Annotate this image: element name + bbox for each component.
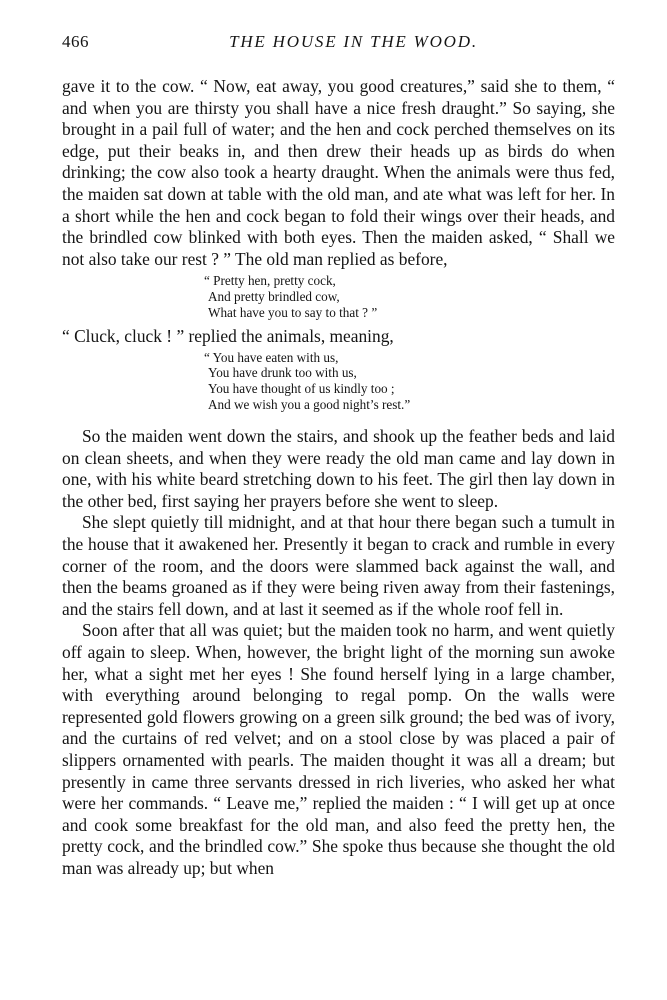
body-text bbox=[62, 76, 615, 880]
verse-line: You have drunk too with us, bbox=[208, 365, 357, 381]
verse-line: “ You have eaten with us, bbox=[204, 349, 339, 365]
verse-line: And we wish you a good night’s rest.” bbox=[208, 396, 411, 412]
verse-line: What have you to say to that ? ” bbox=[208, 304, 378, 320]
verse-question bbox=[204, 273, 615, 320]
paragraph-1: gave it to the cow. “ Now, eat away, you good creatures,” said she to them, “ and when you are thirsty you shall have a nice fresh draught.” So saying, she brought in a pail full of water; and the hen and cock perched themselves on its edge, put their beaks in, and then drew their heads up as birds do when drinking; the cow also took a hearty draught. When the animals were thus fed, the maiden sat down at table with the old man, and ate what was left for her. In a short while the hen and cock began to fold their wings over their heads, and the brindled cow blinked with both eyes. Then the maiden asked, “ Shall we not also take our rest ? ” The old man replied as before, bbox=[62, 76, 615, 269]
running-title: THE HOUSE IN THE WOOD. bbox=[229, 32, 478, 51]
paragraph-5: Soon after that all was quiet; but the maiden took no harm, and went quietly off again to sleep. When, however, the bright light of the morning sun awoke her, what a sight met her eyes ! She found herself lying in a large chamber, with everything around belonging to regal pomp. On the walls were represented gold flowers growing on a green silk ground; the bed was of ivory, and the curtains of red velvet; and on a stool close by was placed a pair of slippers ornamented with pearls. The maiden thought it was all a dream; but presently in came three servants dressed in rich liveries, who asked her what were her commands. “ Leave me,” replied the maiden : “ I will get up at once and cook some breakfast for the old man, and also feed the pretty hen, the pretty cock, and the brindled cow.” She spoke thus because she thought the old man was already up; but when bbox=[62, 620, 615, 878]
paragraph-3: So the maiden went down the stairs, and shook up the feather beds and laid on clean sheets, and when they were ready the old man came and lay down in one, with his white beard stretching down to his feet. The girl then lay down in the other bed, first saying her prayers before she went to sleep. bbox=[62, 426, 615, 511]
paragraph-2: “ Cluck, cluck ! ” replied the animals, meaning, bbox=[62, 326, 394, 347]
verse-line: You have thought of us kindly too ; bbox=[208, 380, 395, 396]
book-page bbox=[62, 32, 615, 880]
verse-line: “ Pretty hen, pretty cock, bbox=[204, 273, 336, 289]
page-number: 466 bbox=[62, 32, 89, 51]
paragraph-4: She slept quietly till midnight, and at that hour there began such a tumult in the house that it awakened her. Presently it began to crack and rumble in every corner of the room, and the doors were slammed back against the wall, and then the beams groaned as if they were being riven away from their fastenings, and the stairs fell down, and at last it seemed as if the whole roof fell in. bbox=[62, 512, 615, 619]
verse-answer bbox=[204, 350, 615, 412]
verse-line: And pretty brindled cow, bbox=[208, 288, 340, 304]
page-header bbox=[62, 32, 615, 58]
